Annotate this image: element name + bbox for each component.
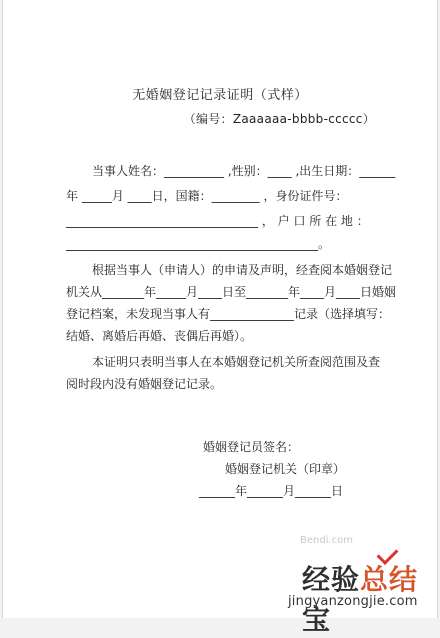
body-paragraph-line-1: 根据当事人（申请人）的申请及声明，经查阅本婚姻登记 (92, 263, 393, 277)
watermark-faint-text: Bendi.com (300, 535, 354, 546)
document-number: （编号：Zaaaaaa-bbbb-ccccc） (183, 112, 375, 126)
party-name-line: 当事人姓名：__________ ,性别：____ ,出生日期：______ (92, 164, 396, 178)
birth-date-line: 年 _____月 ____日，国籍：________ ，身份证件号： (66, 189, 348, 203)
id-number-line: ________________________________ ， 户 口 所 在 地 ： (66, 214, 369, 228)
watermark-logo-part2: 总结 (360, 563, 419, 596)
body-paragraph-line-2: 机关从_______年_____月____日至_______年____月____日婚姻 (66, 285, 397, 299)
watermark-url: jingyanzongjie.com (288, 594, 418, 609)
scope-paragraph-line-1: 本证明只表明当事人在本婚姻登记机关所查阅范围及查 (92, 355, 381, 369)
watermark-logo-part3: 宝 (302, 603, 332, 636)
body-paragraph-line-4: 结婚、离婚后再婚、丧偶后再婚）。 (66, 329, 253, 343)
scope-paragraph-line-2: 阅时段内没有婚姻登记记录。 (66, 377, 223, 391)
registrar-signature-label: 婚姻登记员签名： (203, 440, 300, 454)
watermark-logo-part1: 经验 (302, 563, 361, 596)
issue-date-line: ______年______月______日 (199, 484, 344, 498)
body-paragraph-line-3: 登记档案，未发现当事人有______________记录（选择填写： (66, 307, 391, 321)
registry-office-seal: 婚姻登记机关（印章） (225, 462, 346, 476)
document-page (2, 0, 438, 618)
document-title: 无婚姻登记记录证明（式样） (132, 88, 308, 103)
residence-line: __________________________________________。 (66, 237, 331, 251)
